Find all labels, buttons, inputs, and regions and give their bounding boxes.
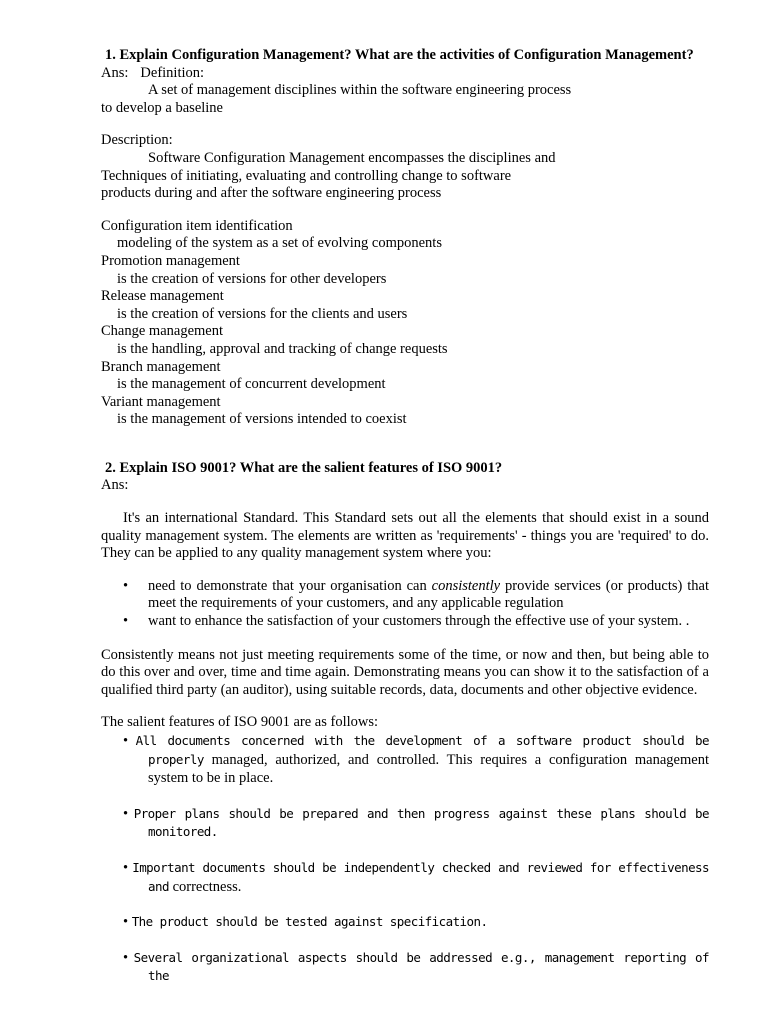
feature-text: The product should be tested against specification. — [131, 914, 488, 930]
feature-text: Important documents should be independently checked and reviewed for effectiveness and — [132, 859, 709, 894]
feature-text: Several organizational aspects should be addressed e.g., management reporting of the — [133, 949, 710, 984]
iso-intro-paragraph: It's an international Standard. This Standard sets out all the elements that should exist in a sound quality management system. The elements are written as 'requirements' - things you are 'required' to do. They can be applied to any quality management system where you: — [101, 510, 709, 562]
bullet-text-start: need to demonstrate that your organisation can — [148, 577, 432, 594]
bullet-icon: • — [123, 577, 129, 594]
list-item — [101, 732, 709, 788]
salient-features-list — [101, 732, 709, 986]
activity-description: is the management of versions intended to coexist — [117, 411, 407, 428]
question-1-title: 1. Explain Configuration Management? What are the activities of Configuration Management? — [105, 47, 694, 63]
definition-line — [101, 65, 709, 83]
bullet-icon: • — [123, 859, 129, 876]
activity-name: Configuration item identification — [101, 217, 293, 234]
description-line-3: products during and after the software engineering process — [101, 185, 442, 202]
definition-text-line-1: A set of management disciplines within the software engineering process — [148, 82, 572, 99]
activity-name: Branch management — [101, 358, 221, 375]
bullet-icon: • — [123, 733, 129, 749]
features-intro: The salient features of ISO 9001 are as follows: — [101, 714, 379, 731]
activity-name: Change management — [101, 323, 223, 340]
activity-description: is the handling, approval and tracking of change requests — [117, 340, 448, 357]
bullet-text-start: want to enhance the satisfaction of your customers through the effective use of your system. . — [148, 613, 690, 630]
consistently-paragraph: Consistently means not just meeting requirements some of the time, or now and then, but being able to do this over and over, time and time again. Demonstrating means you can show it to the satisfaction of a qualified third party (an auditor), using suitable records, data, documents and other objective evidence. — [101, 646, 709, 698]
feature-text: Proper plans should be prepared and then progress against these plans should be monitored. — [133, 805, 710, 840]
activity-name: Variant management — [101, 393, 221, 410]
bullet-icon: • — [123, 949, 129, 966]
description-label: Description: — [101, 132, 173, 149]
list-item — [101, 613, 709, 631]
activity-description: modeling of the system as a set of evolving components — [117, 235, 442, 252]
bullet-emphasis: consistently — [431, 577, 501, 594]
definition-label: Definition: — [140, 64, 205, 81]
list-item — [101, 949, 709, 986]
activity-description: is the creation of versions for other developers — [117, 270, 387, 287]
list-item — [101, 913, 709, 932]
ans-label: Ans: — [101, 477, 129, 494]
question-2-title: 2. Explain ISO 9001? What are the salient features of ISO 9001? — [105, 459, 503, 476]
feature-text-cont: managed, authorized, and controlled. This requires a configuration management system to be in place. — [148, 751, 709, 787]
feature-text: All documents concerned with the development of a software product should be properly — [135, 733, 710, 767]
activities-list — [101, 218, 709, 429]
list-item — [101, 578, 709, 613]
bullet-text-end: provide services (or products) that meet the requirements of your customers, and any applicable regulation — [148, 577, 709, 612]
activity-name: Promotion management — [101, 252, 240, 269]
description-line-2: Techniques of initiating, evaluating and controlling change to software — [101, 167, 512, 184]
activity-description: is the management of concurrent development — [117, 376, 386, 393]
bullet-icon: • — [123, 613, 129, 630]
requirements-bullet-list — [101, 578, 709, 631]
bullet-icon: • — [123, 914, 129, 931]
definition-text-line-2: to develop a baseline — [101, 99, 223, 116]
description-line-1: Software Configuration Management encompasses the disciplines and — [148, 149, 556, 166]
list-item — [101, 859, 709, 896]
list-item — [101, 805, 709, 842]
ans-label: Ans: — [101, 64, 129, 81]
activity-name: Release management — [101, 288, 224, 305]
feature-text-cont: correctness. — [168, 878, 242, 895]
activity-description: is the creation of versions for the clients and users — [117, 305, 408, 322]
bullet-icon: • — [123, 805, 129, 822]
document-page — [101, 47, 709, 986]
